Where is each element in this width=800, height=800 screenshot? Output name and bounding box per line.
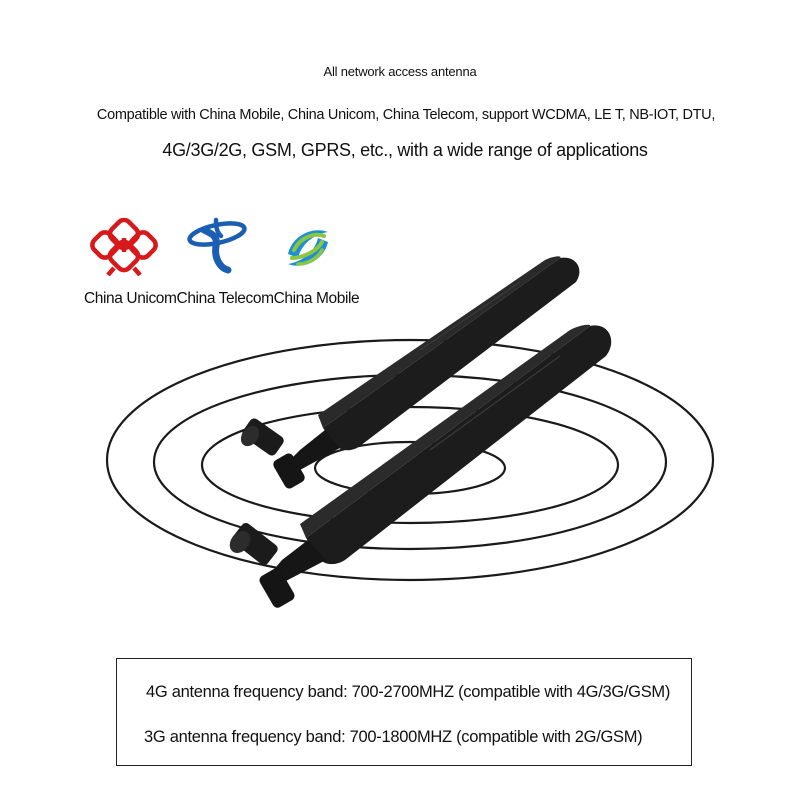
- applications-text: 4G/3G/2G, GSM, GPRS, etc., with a wide range of applications: [162, 140, 648, 160]
- carrier-names: China UnicomChina TelecomChina Mobile: [84, 290, 360, 307]
- band-4g-text: 4G antenna frequency band: 700-2700MHZ (compatible with 4G/3G/GSM): [146, 683, 671, 701]
- page-title: All network access antenna: [323, 64, 477, 79]
- band-3g-text: 3G antenna frequency band: 700-1800MHZ (compatible with 2G/GSM): [144, 728, 643, 746]
- frequency-band-box: [116, 658, 692, 766]
- compatibility-text: Compatible with China Mobile, China Unicom, China Telecom, support WCDMA, LE T, NB-IOT, DTU,: [96, 107, 716, 123]
